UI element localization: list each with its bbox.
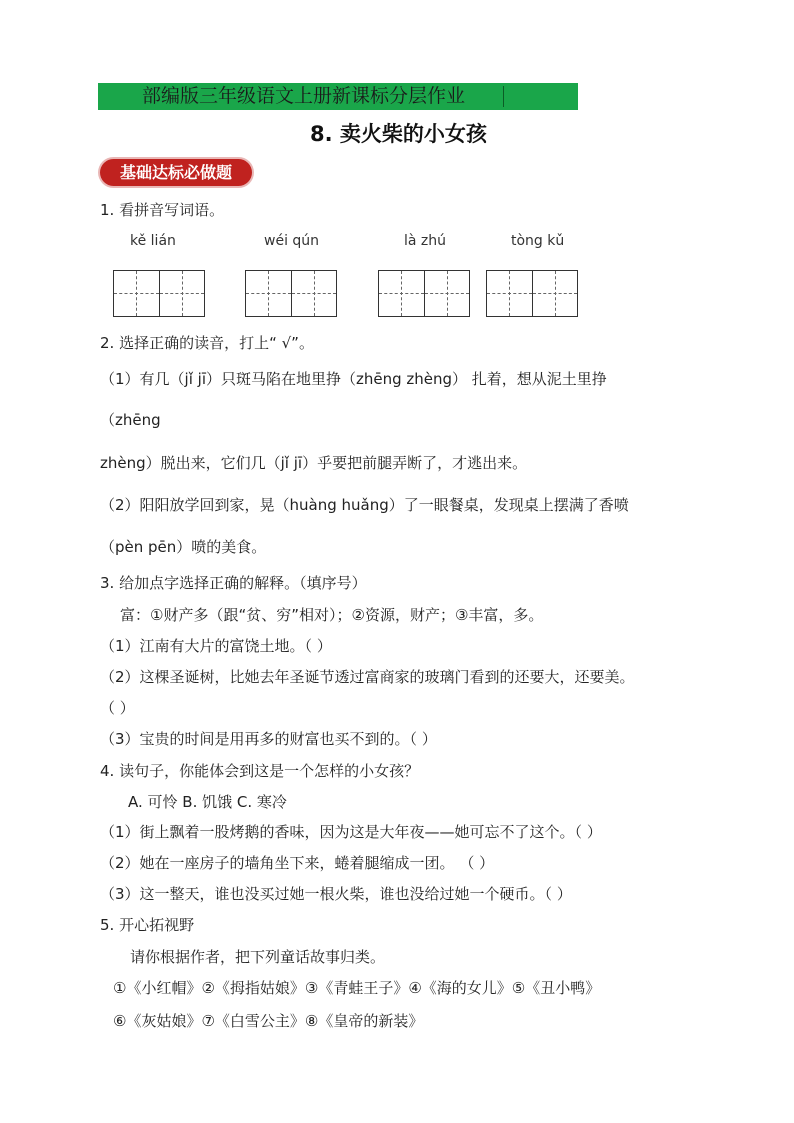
q5-story-list-1: ①《小红帽》②《拇指姑娘》③《青蛙王子》④《海的女儿》⑤《丑小鸭》 <box>113 979 601 997</box>
q2-line-3: zhèng）脱出来，它们几（jǐ jī）乎要把前腿弄断了，才逃出来。 <box>100 454 528 472</box>
q3-item-1: （1）江南有大片的富饶土地。（ ） <box>100 637 332 655</box>
q4-item-2: （2）她在一座房子的墙角坐下来，蜷着腿缩成一团。 （ ） <box>100 854 495 872</box>
pinyin-4: tòng kǔ <box>511 233 565 249</box>
banner-divider <box>503 86 504 107</box>
grid-cell[interactable] <box>424 271 469 316</box>
q4-prompt: 4. 读句子，你能体会到这是一个怎样的小女孩？ <box>100 762 420 780</box>
q4-options: A. 可怜 B. 饥饿 C. 寒冷 <box>128 793 287 811</box>
lesson-title: 8. 卖火柴的小女孩 <box>310 122 487 146</box>
q3-definition: 富：①财产多（跟“贫、穷”相对）；②资源，财产；③丰富，多。 <box>120 606 544 624</box>
q4-item-3: （3）这一整天，谁也没买过她一根火柴，谁也没给过她一个硬币。（ ） <box>100 885 572 903</box>
q1-prompt: 1. 看拼音写词语。 <box>100 201 225 219</box>
writing-grid-4[interactable] <box>486 270 578 317</box>
pinyin-3: là zhú <box>404 233 447 249</box>
q5-story-list-2: ⑥《灰姑娘》⑦《白雪公主》⑧《皇帝的新装》 <box>113 1012 424 1030</box>
writing-grid-2[interactable] <box>245 270 337 317</box>
section-label-badge: 基础达标必做题 <box>100 159 252 186</box>
q2-line-5: （pèn pēn）喷的美食。 <box>100 538 267 556</box>
grid-cell[interactable] <box>114 271 159 316</box>
grid-cell[interactable] <box>246 271 291 316</box>
grid-cell[interactable] <box>379 271 424 316</box>
q2-line-4: （2）阳阳放学回到家，晃（huàng huǎng）了一眼餐桌，发现桌上摆满了香喷 <box>100 496 629 514</box>
writing-grid-3[interactable] <box>378 270 470 317</box>
grid-cell[interactable] <box>487 271 532 316</box>
q3-item-2-answer: （ ） <box>100 699 135 717</box>
pinyin-2: wéi qún <box>264 233 320 249</box>
q4-item-1: （1）街上飘着一股烤鹅的香味，因为这是大年夜——她可忘不了这个。（ ） <box>100 823 602 841</box>
grid-cell[interactable] <box>532 271 577 316</box>
q2-prompt: 2. 选择正确的读音，打上“ √”。 <box>100 334 314 352</box>
q2-line-1: （1）有几（jǐ jī）只斑马陷在地里挣（zhēng zhèng） 扎着，想从泥土里挣 <box>100 370 607 388</box>
q5-prompt: 5. 开心拓视野 <box>100 916 195 934</box>
grid-cell[interactable] <box>159 271 204 316</box>
pinyin-1: kě lián <box>130 233 176 249</box>
q5-instruction: 请你根据作者，把下列童话故事归类。 <box>130 948 386 966</box>
series-banner-text: 部编版三年级语文上册新课标分层作业 <box>142 85 466 107</box>
writing-grid-1[interactable] <box>113 270 205 317</box>
q3-prompt: 3. 给加点字选择正确的解释。（填序号） <box>100 574 367 592</box>
q3-item-3: （3）宝贵的时间是用再多的财富也买不到的。（ ） <box>100 730 437 748</box>
q3-item-2: （2）这棵圣诞树，比她去年圣诞节透过富商家的玻璃门看到的还要大，还要美。 <box>100 668 635 686</box>
q2-line-2: （zhēng <box>100 411 161 429</box>
grid-cell[interactable] <box>291 271 336 316</box>
series-banner <box>98 83 578 110</box>
